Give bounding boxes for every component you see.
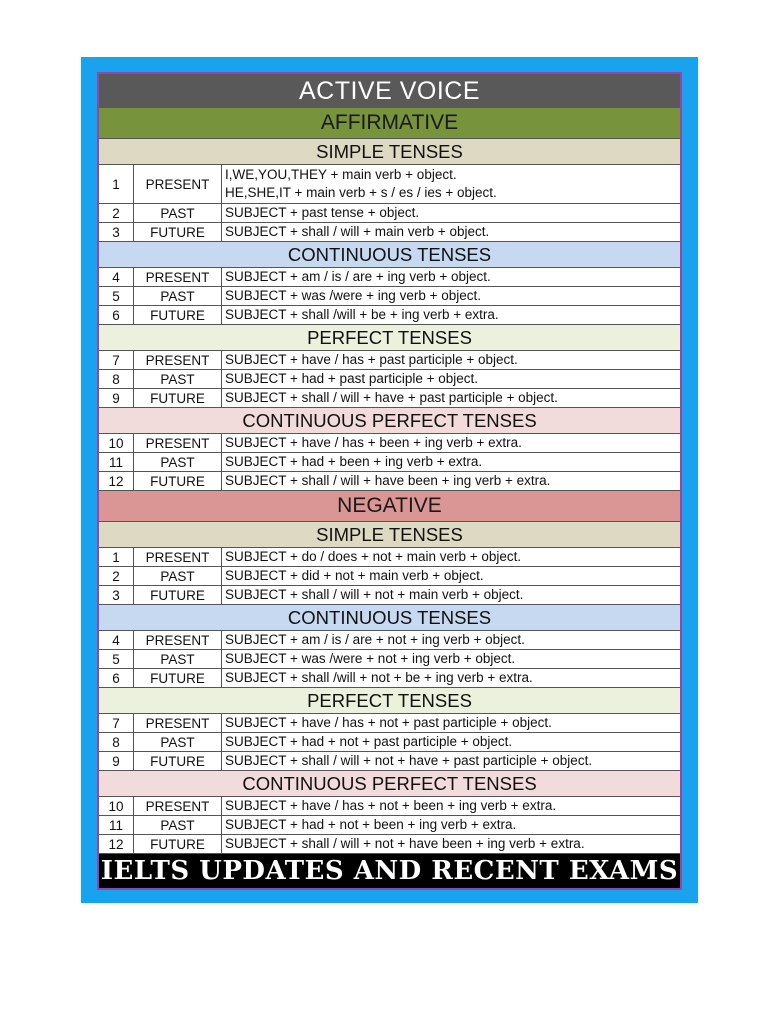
- formula-text: SUBJECT + shall / will + not + have been + ing verb + extra.: [225, 836, 585, 851]
- formula-cell: [222, 631, 680, 649]
- formula-text: SUBJECT + shall / will + main verb + object.: [225, 224, 490, 239]
- section-header-continuous: CONTINUOUS TENSES: [99, 605, 680, 631]
- row-number: 7: [99, 714, 134, 732]
- formula-cell: [222, 797, 680, 815]
- tense-label: PAST: [134, 287, 222, 305]
- table-row: [99, 586, 680, 605]
- formula-cell: [222, 714, 680, 732]
- formula-text: SUBJECT + shall / will + not + main verb + object.: [225, 587, 524, 602]
- section-header-simple: SIMPLE TENSES: [99, 522, 680, 548]
- formula-text: SUBJECT + had + not + been + ing verb + extra.: [225, 817, 517, 832]
- tense-label: FUTURE: [134, 223, 222, 241]
- formula-cell: [222, 669, 680, 687]
- row-number: 11: [99, 453, 134, 471]
- tense-label: FUTURE: [134, 389, 222, 407]
- tense-label: PRESENT: [134, 268, 222, 286]
- formula-text: SUBJECT + shall /will + be + ing verb + extra.: [225, 307, 499, 322]
- table-row: [99, 733, 680, 752]
- formula-text: SUBJECT + had + been + ing verb + extra.: [225, 454, 483, 469]
- tense-label: FUTURE: [134, 752, 222, 770]
- table-row: [99, 631, 680, 650]
- formula-cell: [222, 268, 680, 286]
- table-row: [99, 797, 680, 816]
- section-header-continuous-perfect: CONTINUOUS PERFECT TENSES: [99, 771, 680, 797]
- tense-label: FUTURE: [134, 586, 222, 604]
- table-row: [99, 204, 680, 223]
- table-row: [99, 370, 680, 389]
- row-number: 7: [99, 351, 134, 369]
- row-number: 9: [99, 752, 134, 770]
- formula-text: SUBJECT + past tense + object.: [225, 205, 420, 220]
- formula-cell: [222, 165, 680, 203]
- formula-cell: [222, 835, 680, 853]
- tense-label: PRESENT: [134, 351, 222, 369]
- section-header-perfect: PERFECT TENSES: [99, 688, 680, 714]
- row-number: 11: [99, 816, 134, 834]
- table-row: [99, 351, 680, 370]
- formula-cell: [222, 389, 680, 407]
- formula-text: SUBJECT + was /were + not + ing verb + object.: [225, 651, 516, 666]
- row-number: 1: [99, 165, 134, 203]
- formula-cell: [222, 650, 680, 668]
- tense-label: PRESENT: [134, 797, 222, 815]
- page-title: ACTIVE VOICE: [99, 74, 680, 108]
- row-number: 6: [99, 669, 134, 687]
- formula-text: SUBJECT + had + not + past participle + object.: [225, 734, 513, 749]
- tense-label: PAST: [134, 453, 222, 471]
- formula-text: SUBJECT + do / does + not + main verb + object.: [225, 549, 522, 564]
- row-number: 8: [99, 733, 134, 751]
- tense-label: PRESENT: [134, 434, 222, 452]
- formula-text: SUBJECT + have / has + not + past participle + object.: [225, 715, 552, 730]
- formula-text: I,WE,YOU,THEY + main verb + object.: [225, 167, 457, 182]
- table-row: [99, 287, 680, 306]
- formula-cell: [222, 472, 680, 490]
- row-number: 5: [99, 650, 134, 668]
- formula-text: HE,SHE,IT + main verb + s / es / ies + object.: [225, 185, 497, 200]
- table-row: [99, 223, 680, 242]
- table-row: [99, 472, 680, 491]
- formula-text: SUBJECT + am / is / are + ing verb + object.: [225, 269, 491, 284]
- formula-cell: [222, 306, 680, 324]
- formula-cell: [222, 586, 680, 604]
- section-header-continuous-perfect: CONTINUOUS PERFECT TENSES: [99, 408, 680, 434]
- tense-chart-card: [97, 72, 682, 890]
- tense-label: PAST: [134, 370, 222, 388]
- formula-cell: [222, 351, 680, 369]
- formula-text: SUBJECT + shall / will + have + past participle + object.: [225, 390, 558, 405]
- formula-text: SUBJECT + shall /will + not + be + ing verb + extra.: [225, 670, 533, 685]
- tense-label: PRESENT: [134, 714, 222, 732]
- table-row: [99, 268, 680, 287]
- row-number: 4: [99, 268, 134, 286]
- table-row: [99, 650, 680, 669]
- voice-header-affirmative: AFFIRMATIVE: [99, 108, 680, 139]
- row-number: 12: [99, 835, 134, 853]
- tense-label: FUTURE: [134, 472, 222, 490]
- tense-label: PAST: [134, 650, 222, 668]
- footer-banner: IELTS UPDATES AND RECENT EXAMS: [100, 856, 679, 886]
- formula-cell: [222, 370, 680, 388]
- formula-text: SUBJECT + have / has + not + been + ing verb + extra.: [225, 798, 557, 813]
- formula-text: SUBJECT + shall / will + have been + ing verb + extra.: [225, 473, 551, 488]
- table-row: [99, 669, 680, 688]
- section-header-perfect: PERFECT TENSES: [99, 325, 680, 351]
- row-number: 10: [99, 797, 134, 815]
- formula-cell: [222, 816, 680, 834]
- tense-label: PAST: [134, 733, 222, 751]
- tense-table: [99, 108, 680, 854]
- table-row: [99, 389, 680, 408]
- section-header-simple: SIMPLE TENSES: [99, 139, 680, 165]
- tense-label: FUTURE: [134, 669, 222, 687]
- row-number: 12: [99, 472, 134, 490]
- row-number: 6: [99, 306, 134, 324]
- table-row: [99, 714, 680, 733]
- row-number: 2: [99, 204, 134, 222]
- tense-label: FUTURE: [134, 835, 222, 853]
- section-header-continuous: CONTINUOUS TENSES: [99, 242, 680, 268]
- formula-text: SUBJECT + had + past participle + object.: [225, 371, 479, 386]
- formula-cell: [222, 453, 680, 471]
- table-row: [99, 752, 680, 771]
- formula-cell: [222, 752, 680, 770]
- formula-cell: [222, 567, 680, 585]
- row-number: 8: [99, 370, 134, 388]
- row-number: 9: [99, 389, 134, 407]
- tense-label: PRESENT: [134, 548, 222, 566]
- table-row: [99, 306, 680, 325]
- formula-text: SUBJECT + have / has + past participle + object.: [225, 352, 518, 367]
- tense-label: PAST: [134, 816, 222, 834]
- row-number: 3: [99, 586, 134, 604]
- formula-text: SUBJECT + was /were + ing verb + object.: [225, 288, 481, 303]
- formula-cell: [222, 204, 680, 222]
- formula-cell: [222, 223, 680, 241]
- row-number: 5: [99, 287, 134, 305]
- tense-label: FUTURE: [134, 306, 222, 324]
- tense-label: PRESENT: [134, 631, 222, 649]
- tense-label: PRESENT: [134, 165, 222, 203]
- row-number: 4: [99, 631, 134, 649]
- table-row: [99, 434, 680, 453]
- formula-cell: [222, 548, 680, 566]
- tense-label: PAST: [134, 567, 222, 585]
- tense-label: PAST: [134, 204, 222, 222]
- row-number: 1: [99, 548, 134, 566]
- table-row: [99, 567, 680, 586]
- formula-text: SUBJECT + am / is / are + not + ing verb + object.: [225, 632, 525, 647]
- row-number: 2: [99, 567, 134, 585]
- table-row: [99, 453, 680, 472]
- formula-text: SUBJECT + have / has + been + ing verb + extra.: [225, 435, 522, 450]
- table-row: [99, 816, 680, 835]
- formula-cell: [222, 434, 680, 452]
- formula-text: SUBJECT + shall / will + not + have + past participle + object.: [225, 753, 593, 768]
- table-row: [99, 835, 680, 854]
- row-number: 10: [99, 434, 134, 452]
- table-row: [99, 165, 680, 204]
- formula-cell: [222, 287, 680, 305]
- formula-cell: [222, 733, 680, 751]
- row-number: 3: [99, 223, 134, 241]
- formula-text: SUBJECT + did + not + main verb + object.: [225, 568, 484, 583]
- voice-header-negative: NEGATIVE: [99, 491, 680, 522]
- table-row: [99, 548, 680, 567]
